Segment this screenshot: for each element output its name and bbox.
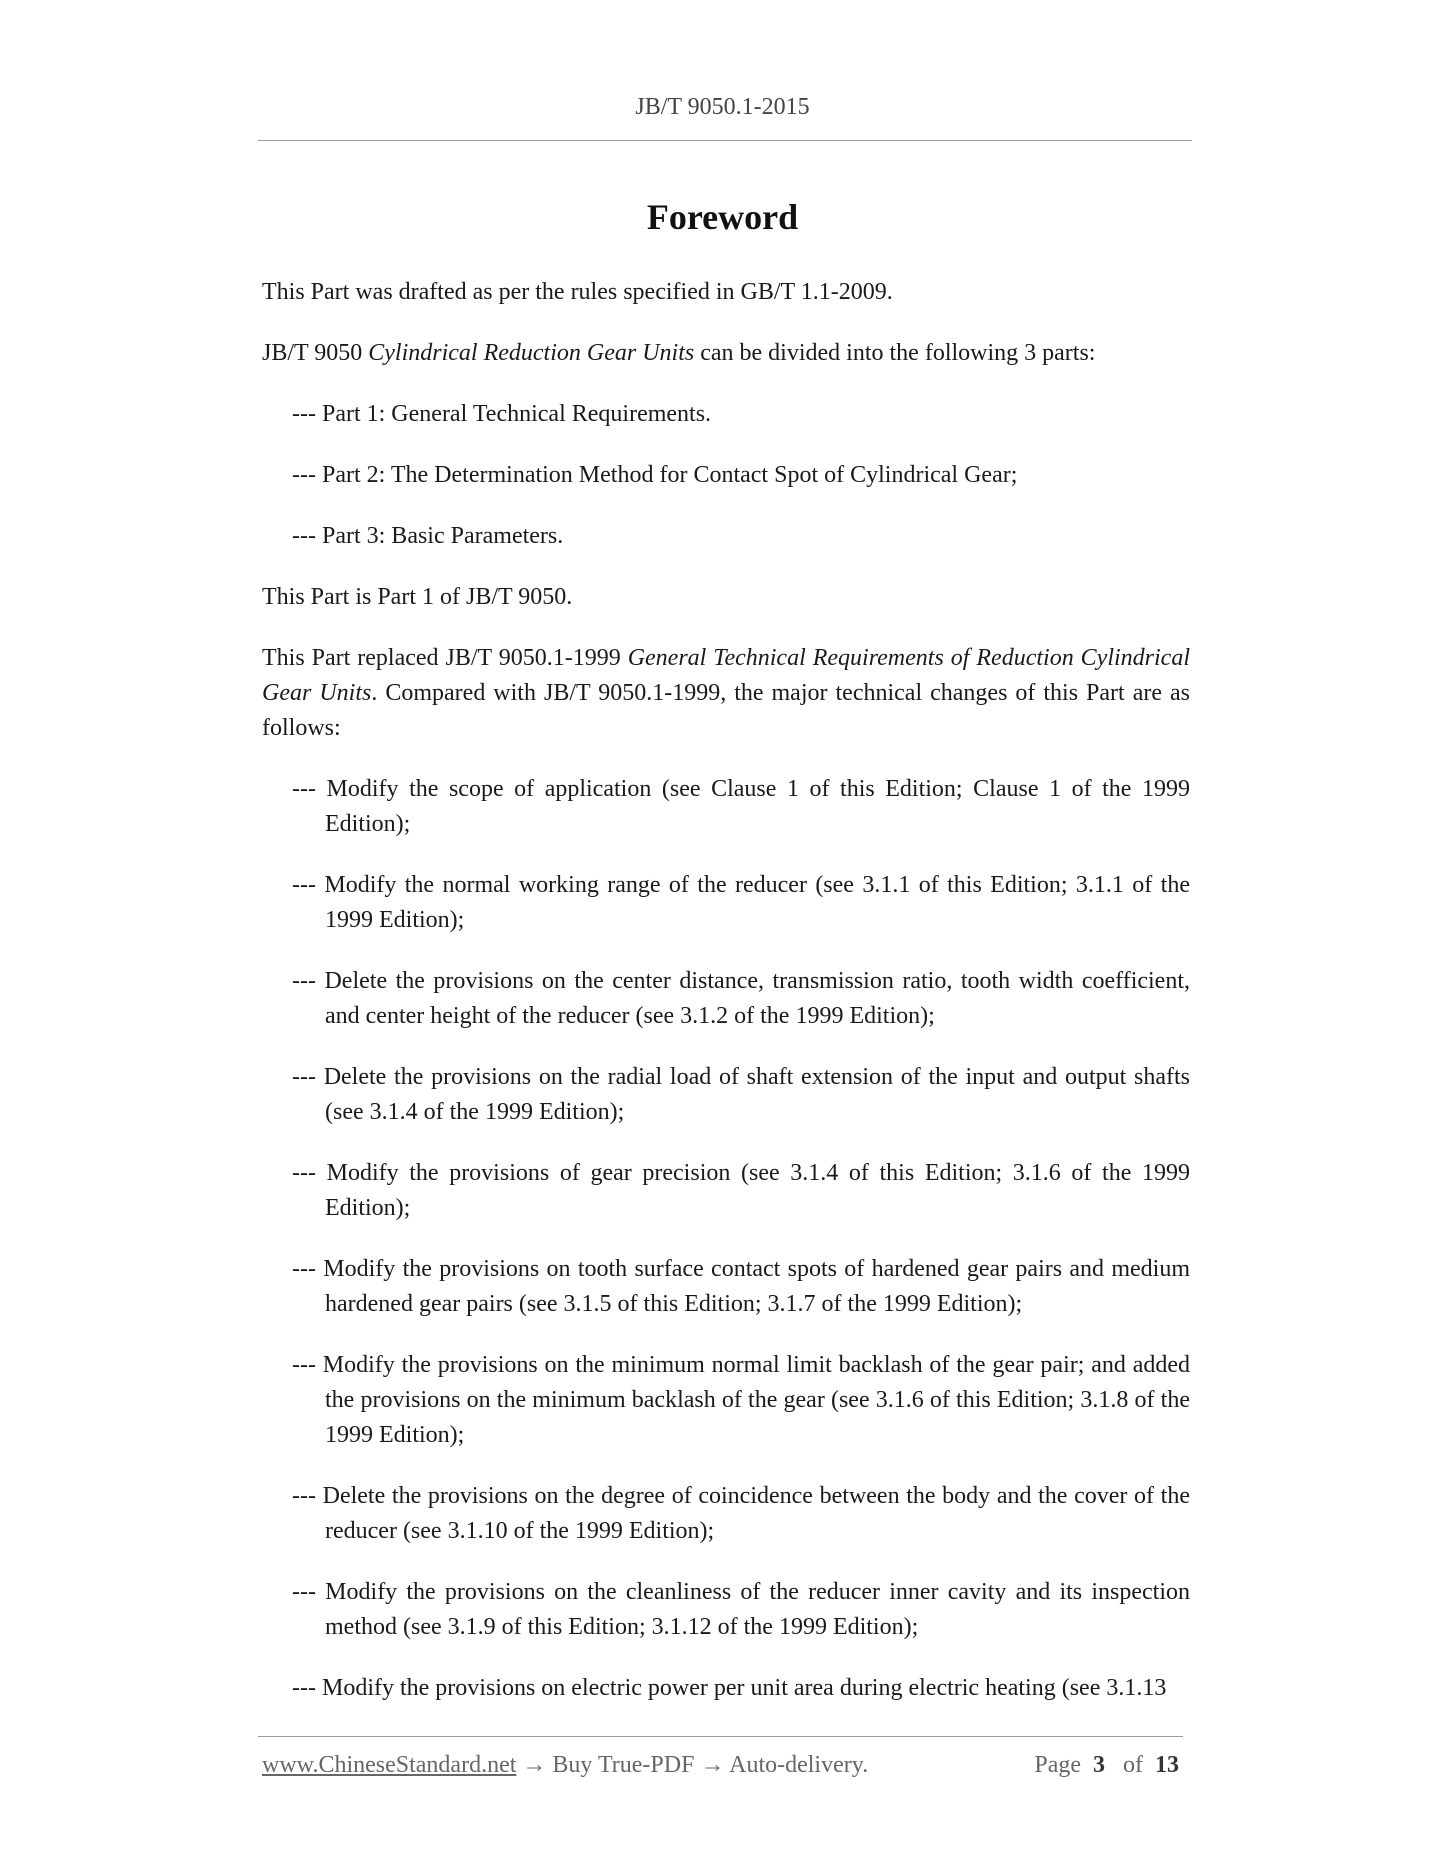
standard-title-italic: General Technical Requirements of Reduction Cylindrical Gear Units [262,645,1190,706]
list-item-change: --- Delete the provisions on the radial load of shaft extension of the input and output shafts (see 3.1.4 of the 1999 Edition); [292,1064,1190,1125]
list-item-part: --- Part 2: The Determination Method for Contact Spot of Cylindrical Gear; [292,462,1018,488]
header-divider [258,140,1192,141]
page-indicator [1034,1752,1179,1779]
list-item-part: --- Part 1: General Technical Requirements. [292,401,712,427]
paragraph-text: JB/T 9050 [262,340,369,366]
list-item-change: --- Delete the provisions on the degree of coincidence between the body and the cover of the reducer (see 3.1.10 of the 1999 Edition); [292,1483,1190,1544]
list-item-change: --- Modify the provisions of gear precision (see 3.1.4 of this Edition; 3.1.6 of the 1999 Edition); [292,1160,1190,1221]
list-item-change: --- Modify the provisions on the cleanliness of the reducer inner cavity and its inspection method (see 3.1.9 of this Edition; 3.1.12 of the 1999 Edition); [292,1579,1190,1640]
page-footer [262,1752,1183,1784]
footer-tagline: → Buy True-PDF → Auto-delivery. [516,1752,869,1778]
list-item-change: --- Modify the provisions on electric power per unit area during electric heating (see 3.1.13 [292,1675,1167,1701]
paragraph-text: . Compared with JB/T 9050.1-1999, the major technical changes of this Part are as follows: [262,680,1191,741]
paragraph-text: This Part replaced JB/T 9050.1-1999 [262,645,628,671]
list-item-change: --- Modify the scope of application (see Clause 1 of this Edition; Clause 1 of the 1999 Edition); [292,776,1190,837]
page-current: 3 [1093,1752,1105,1778]
footer-divider [258,1736,1183,1737]
paragraph-replacement [262,641,1190,746]
list-item-part: --- Part 3: Basic Parameters. [292,523,564,549]
paragraph-part-number: This Part is Part 1 of JB/T 9050. [262,584,573,610]
page-total: 13 [1155,1752,1179,1778]
website-link[interactable]: www.ChineseStandard.net [262,1752,517,1778]
list-item-change: --- Modify the provisions on tooth surface contact spots of hardened gear pairs and medium hardened gear pairs (see 3.1.5 of this Edition; 3.1.7 of the 1999 Edition); [292,1256,1190,1317]
page-of-label: of [1123,1752,1143,1778]
foreword-content [262,275,1190,1732]
page-label: Page [1034,1752,1081,1778]
paragraph-text: can be divided into the following 3 parts: [694,340,1096,366]
paragraph-series-parts [262,336,1190,371]
document-code-header: JB/T 9050.1-2015 [635,94,810,120]
footer-promo [262,1752,868,1779]
list-item-change: --- Delete the provisions on the center distance, transmission ratio, tooth width coefficient, and center height of the reducer (see 3.1.2 of the 1999 Edition); [292,968,1190,1029]
page-title: Foreword [646,197,799,237]
standard-title-italic: Cylindrical Reduction Gear Units [368,340,695,366]
list-item-change: --- Modify the provisions on the minimum normal limit backlash of the gear pair; and added the provisions on the minimum backlash of the gear (see 3.1.6 of this Edition; 3.1.8 of the 1999 Edition); [292,1352,1190,1448]
paragraph-drafting-rules: This Part was drafted as per the rules specified in GB/T 1.1-2009. [262,279,893,305]
list-item-change: --- Modify the normal working range of the reducer (see 3.1.1 of this Edition; 3.1.1 of the 1999 Edition); [292,872,1190,933]
